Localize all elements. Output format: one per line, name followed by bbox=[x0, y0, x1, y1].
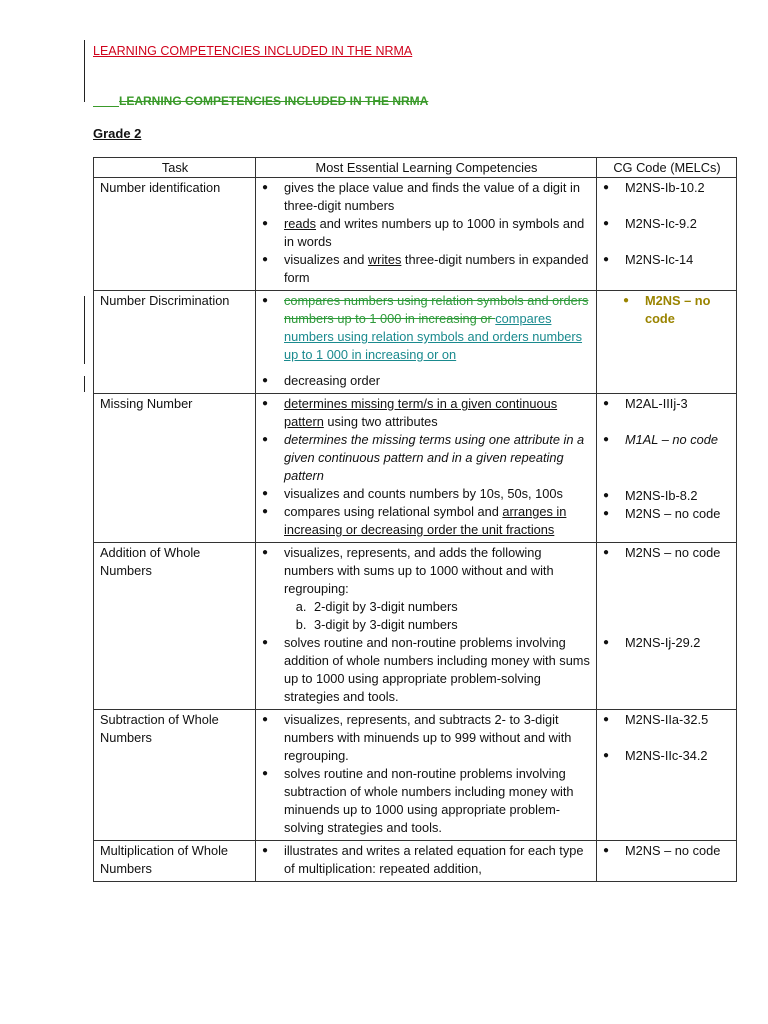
list-item: ● determines missing term/s in a given continuous pattern using two attributes bbox=[262, 395, 591, 431]
list-item: ● visualizes, represents, and adds the following numbers with sums up to 1000 without and with regrouping: a. 2-digit by 3-digit numbers b. 3-digit by 3-digit numbers bbox=[262, 544, 591, 634]
code-item: ● M2NS-Ib-10.2 bbox=[603, 179, 731, 197]
code-cell bbox=[597, 394, 737, 543]
code-item: ● M2NS – no code bbox=[603, 842, 731, 860]
list-item: ● compares using relational symbol and arranges in increasing or decreasing order the unit fractions bbox=[262, 503, 591, 539]
competency-cell bbox=[256, 291, 597, 394]
sub-item: b. 3-digit by 3-digit numbers bbox=[310, 616, 591, 634]
grade-heading: Grade 2 bbox=[93, 126, 142, 141]
code-item: ● M2NS-Ic-9.2 bbox=[603, 215, 731, 233]
list-item: ● determines the missing terms using one attribute in a given continuous pattern and in a given repeating pattern bbox=[262, 431, 591, 485]
table-row bbox=[94, 543, 737, 710]
competency-cell bbox=[256, 710, 597, 841]
code-item: ● M2AL-IIIj-3 bbox=[603, 395, 731, 413]
competency-cell bbox=[256, 394, 597, 543]
task-cell: Addition of Whole Numbers bbox=[94, 543, 256, 710]
margin-change-bar bbox=[84, 40, 85, 102]
tracked-title: LEARNING COMPETENCIES INCLUDED IN THE NRMA bbox=[93, 94, 428, 108]
competencies-table bbox=[93, 157, 737, 882]
competency-cell bbox=[256, 543, 597, 710]
header-competencies: Most Essential Learning Competencies bbox=[256, 158, 597, 178]
sub-item: a. 2-digit by 3-digit numbers bbox=[310, 598, 591, 616]
task-cell: Number Discrimination bbox=[94, 291, 256, 394]
code-cell bbox=[597, 710, 737, 841]
code-item: ● M2NS-IIc-34.2 bbox=[603, 747, 731, 765]
list-item: ● illustrates and writes a related equation for each type of multiplication: repeated addition, bbox=[262, 842, 591, 878]
list-item: ● visualizes and writes three-digit numbers in expanded form bbox=[262, 251, 591, 287]
table-row bbox=[94, 291, 737, 394]
list-item: ● solves routine and non-routine problems involving subtraction of whole numbers including money with minuends up to 1000 using appropriate problem-solving strategies and tools. bbox=[262, 765, 591, 837]
code-item: ● M2NS – no code bbox=[603, 544, 731, 562]
task-cell: Number identification bbox=[94, 178, 256, 291]
code-item: ● M2NS – no code bbox=[603, 505, 731, 523]
margin-change-bar bbox=[84, 376, 85, 392]
code-item: ● M1AL – no code bbox=[603, 431, 731, 449]
task-cell: Multiplication of Whole Numbers bbox=[94, 841, 256, 882]
table-row bbox=[94, 394, 737, 543]
competency-cell bbox=[256, 841, 597, 882]
code-item: ● M2NS-Ij-29.2 bbox=[603, 634, 731, 652]
code-cell bbox=[597, 841, 737, 882]
header-row bbox=[94, 158, 737, 178]
list-item: ● decreasing order bbox=[262, 372, 591, 390]
code-cell bbox=[597, 178, 737, 291]
margin-change-bar bbox=[84, 296, 85, 364]
list-item: ● visualizes, represents, and subtracts 2- to 3-digit numbers with minuends up to 999 without and with regrouping. bbox=[262, 711, 591, 765]
code-item: ● M2NS-IIa-32.5 bbox=[603, 711, 731, 729]
code-item: ● M2NS – no code bbox=[623, 292, 731, 328]
code-cell bbox=[597, 291, 737, 394]
header-cg-code: CG Code (MELCs) bbox=[597, 158, 737, 178]
list-item: ● reads and writes numbers up to 1000 in symbols and in words bbox=[262, 215, 591, 251]
header-task: Task bbox=[94, 158, 256, 178]
list-item: ● gives the place value and finds the value of a digit in three-digit numbers bbox=[262, 179, 591, 215]
competency-cell bbox=[256, 178, 597, 291]
task-cell: Missing Number bbox=[94, 394, 256, 543]
code-cell bbox=[597, 543, 737, 710]
code-item: ● M2NS-Ic-14 bbox=[603, 251, 731, 269]
table-row bbox=[94, 710, 737, 841]
document-title: LEARNING COMPETENCIES INCLUDED IN THE NRMA bbox=[93, 44, 413, 58]
table-row bbox=[94, 841, 737, 882]
list-item: ● compares numbers using relation symbols and orders numbers up to 1 000 in increasing or compares numbers using relation symbols and orders numbers up to 1 000 in increasing or on bbox=[262, 292, 591, 364]
list-item: ● visualizes and counts numbers by 10s, 50s, 100s bbox=[262, 485, 591, 503]
list-item: ● solves routine and non-routine problems involving addition of whole numbers including money with sums up to 1000 using appropriate problem-solving strategies and tools. bbox=[262, 634, 591, 706]
code-item: ● M2NS-Ib-8.2 bbox=[603, 487, 731, 505]
task-cell: Subtraction of Whole Numbers bbox=[94, 710, 256, 841]
table-row bbox=[94, 178, 737, 291]
